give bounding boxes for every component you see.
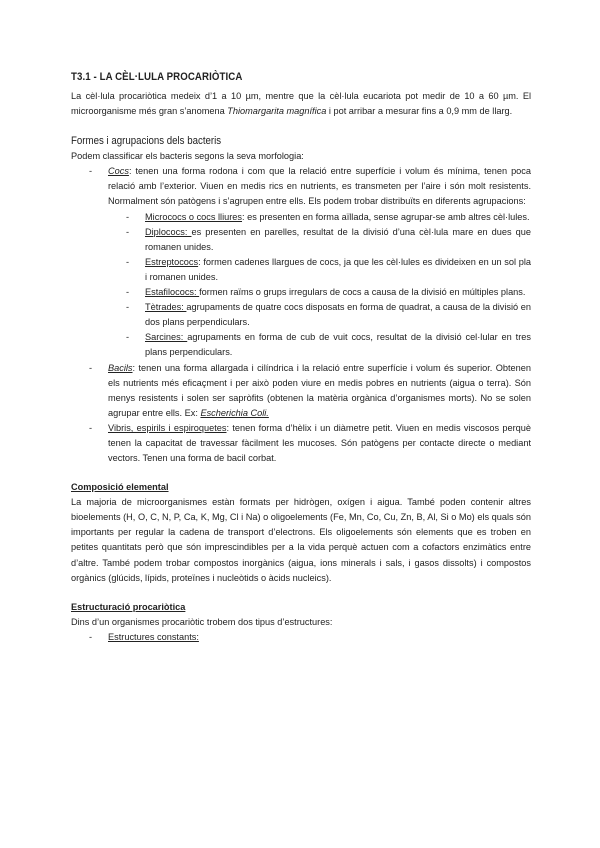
tetrades-description: agrupaments de quatre cocs disposats en forma de quadrat, a causa de la divisió en dos plans perpendiculars. [145, 302, 531, 328]
term-estafilococs: Estafilococs: [145, 287, 200, 298]
list-item [71, 630, 531, 645]
term-tetrades: Tètrades: [145, 302, 187, 313]
composicio-paragraph: La majoria de microorganismes estàn formats per hidrògen, oxígen i aigua. També poden contenir altres bioelements (H, O, C, N, P, Ca, K, Mg, Cl i Na) o oligoelements (Fe, Mn, Co, Cu, Zn, B, Al, Si o Mo) els quals són importants per regular la cadena de transport d’electrons. Els oligoelements són elements que es troben en petites quantitats però que són imprescindibles per a la vida perquè actuen com a cofactors enzimàtics entre d’altre. També podem trobar compostos inorgànics (aigua, ions minerals i sals, i gasos dissolts) i compostos orgànics (glúcids, lípids, proteïnes i nucleòtids o àcids nucleics). [71, 497, 531, 583]
structures-constant: Estructures constants: [108, 631, 199, 642]
intro-paragraph [71, 89, 531, 119]
composicio-heading: Composició elemental [71, 482, 169, 493]
term-cocs: Cocs [108, 166, 129, 177]
list-item-vibris [71, 421, 531, 466]
forms-lead: Podem classificar els bacteris segons la seva morfologia: [71, 151, 304, 162]
estructuracio-lead: Dins d’un organismes procariòtic trobem dos tipus d’estructures: [71, 616, 333, 627]
list-item-bacils [71, 361, 531, 421]
page-title: T3.1 - LA CÈL·LULA PROCARIÒTICA [71, 71, 243, 83]
diplococs-description: es presenten en parelles, resultat de la divisió d’una cèl·lula mare en dues que romanen unides. [145, 226, 532, 252]
list-item-cocs [71, 164, 531, 360]
term-micrococs: Micrococs o cocs lliures [145, 211, 243, 222]
bacils-description: : tenen una forma allargada i cilíndrica i la relació entre superfície i volum és superior. Obtenen els nutrients més eficaçment i per això poden viure en medis pobres en nutrients (aigua o terra). Són menys resistents i solen ser sapròfits (obtenen la matèria orgànica d’organismes morts). No se solen agrupar entre ells. Ex: [108, 362, 531, 418]
morphology-list [71, 164, 531, 466]
species-name: Thiomargarita magnífica [227, 106, 327, 117]
cocs-description: : tenen una forma rodona i com que la relació entre superfície i volum és mínima, tenen poca relació amb l’exterior. Viuen en medis rics en nutrients, es transmeten per l’aire i són molt resistents. Normalment són patògens i s’agrupen entre ells. Els podem trobar distribuïts en diferents agrupacions: [108, 166, 531, 207]
list-item [71, 225, 531, 255]
estructuracio-heading: Estructuració procariòtica [71, 601, 186, 612]
vibris-description: : tenen forma d’hèlix i un diàmetre petit. Viuen en medis viscosos perquè tenen la capacitat de travessar fàcilment les mucoses. Són patògens per contacte directe o mediant vectors. Tenen una forma de bacil corbat. [108, 422, 531, 464]
term-bacils: Bacils [108, 362, 133, 373]
estreptococs-description: : formen cadenes llargues de cocs, ja que les cèl·lules es divideixen en un sol pla i romanen unides. [145, 256, 531, 282]
structures-list [71, 630, 531, 645]
forms-heading: Formes i agrupacions dels bacteris [71, 135, 222, 148]
example-species: Escherichia Coli. [200, 407, 269, 418]
intro-text: La cèl·lula procariòtica medeix d’1 a 10 µm, mentre que la cèl·lula eucariota pot medir de 10 a 60 µm. El microorganisme més gran s’anomena [71, 91, 531, 117]
micrococs-description: : es presenten en forma aïllada, sense agrupar-se amb altres cèl·lules. [242, 211, 530, 222]
list-item [71, 285, 531, 300]
cocs-groupings-list [71, 210, 531, 361]
intro-text-end: i pot arribar a mesurar fins a 0,9 mm de llarg. [326, 106, 513, 117]
list-item [71, 330, 531, 360]
list-item [71, 300, 531, 330]
list-item [71, 255, 531, 285]
sarcines-description: agrupaments en forma de cub de vuit cocs, resultat de la divisió cel·lular en tres plans perpendiculars. [145, 332, 531, 358]
term-diplococs: Diplococs: [145, 226, 192, 237]
list-item [71, 210, 531, 225]
term-estreptococs: Estreptococs [145, 256, 199, 267]
term-vibris: Vibris, espirils i espiroquetes [108, 422, 227, 433]
document-body [71, 70, 531, 645]
term-sarcines: Sarcines: [145, 332, 188, 343]
estafilococs-description: formen raïms o grups irregulars de cocs a causa de la divisió en múltiples plans. [199, 287, 526, 298]
